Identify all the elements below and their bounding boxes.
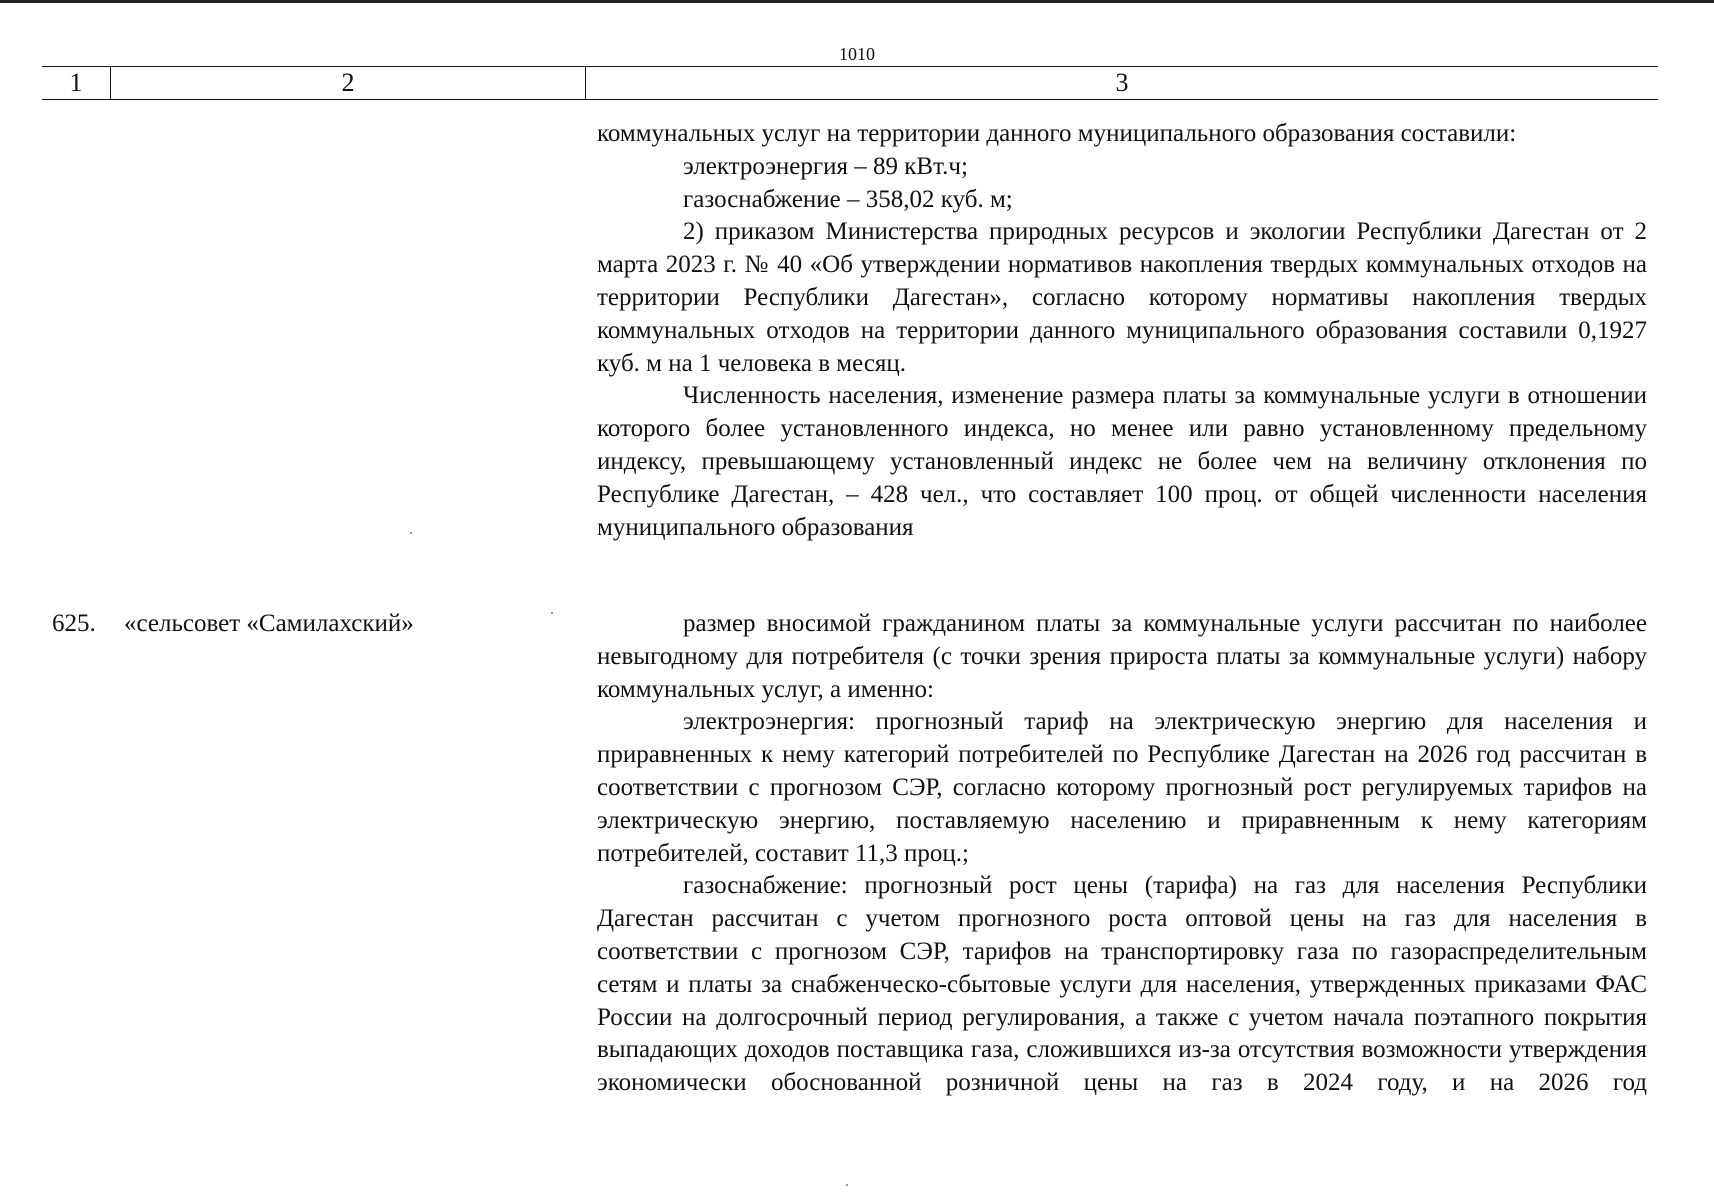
continuation-paragraph-population: Численность населения, изменение размера платы за коммунальные услуги в отношении которого более установленного индекса, но менее или равно установленному предельному индексу, превышающему установленный индекс не более чем на величину отклонения по Республике Дагестан, – 428 чел., что составляет 100 проц. от общей численности населения муниципального образования [597,382,1647,541]
entry-number: 625. [52,610,96,637]
page-top-border [0,0,1714,3]
header-col-1: 1 [42,67,111,99]
table-header [42,66,1658,100]
scan-speck [410,532,412,534]
continuation-line-3: газоснабжение – 358,02 куб. м; [683,185,1013,213]
scan-speck [551,612,553,614]
continuation-line-1: коммунальных услуг на территории данного муниципального образования составили: [597,120,1517,147]
header-col-2: 2 [111,67,586,99]
continuation-paragraph-order: 2) приказом Министерства природных ресурсов и экологии Республики Дагестан от 2 марта 2023 г. № 40 «Об утверждении нормативов накопления твердых коммунальных отходов на территории Республики Дагестан», согласно которому нормативы накопления твердых коммунальных отходов на территории данного муниципального образования составили 0,1927 куб. м на 1 человека в месяц. [597,218,1647,377]
header-col-3: 3 [1115,68,1129,97]
entry-name: «сельсовет «Самилахский» [124,610,414,637]
scan-speck [846,1184,848,1186]
page-number-text: 1010 [839,44,875,64]
page-number [0,44,1714,65]
entry-paragraph-electricity: электроэнергия: прогнозный тариф на электрическую энергию для населения и приравненных к нему категорий потребителей по Республике Дагестан на 2026 год рассчитан в соответствии с прогнозом СЭР, согласно которому прогнозный рост регулируемых тарифов на электрическую энергию, поставляемую населению и приравненным к нему категориям потребителей, составит 11,3 проц.; [597,708,1647,867]
entry-text-block [597,608,1647,1100]
continuation-line-2: электроэнергия – 89 кВт.ч; [683,152,968,180]
entry-paragraph-intro: размер вносимой гражданином платы за коммунальные услуги рассчитан по наиболее невыгодному для потребителя (с точки зрения прироста платы за коммунальные услуги) набору коммунальных услуг, а именно: [597,610,1647,703]
entry-paragraph-gas: газоснабжение: прогнозный рост цены (тарифа) на газ для населения Республики Дагестан рассчитан с учетом прогнозного роста оптовой цены на газ для населения в соответствии с прогнозом СЭР, тарифов на транспортировку газа по газораспределительным сетям и платы за снабженческо-сбытовые услуги для населения, утвержденных приказами ФАС России на долгосрочный период регулирования, а также с учетом начала поэтапного покрытия выпадающих доходов поставщика газа, сложившихся из-за отсутствия возможности утверждения экономически обоснованной розничной цены на газ в 2024 году, и на 2026 год [597,872,1647,1097]
continuation-text-block [597,118,1647,544]
